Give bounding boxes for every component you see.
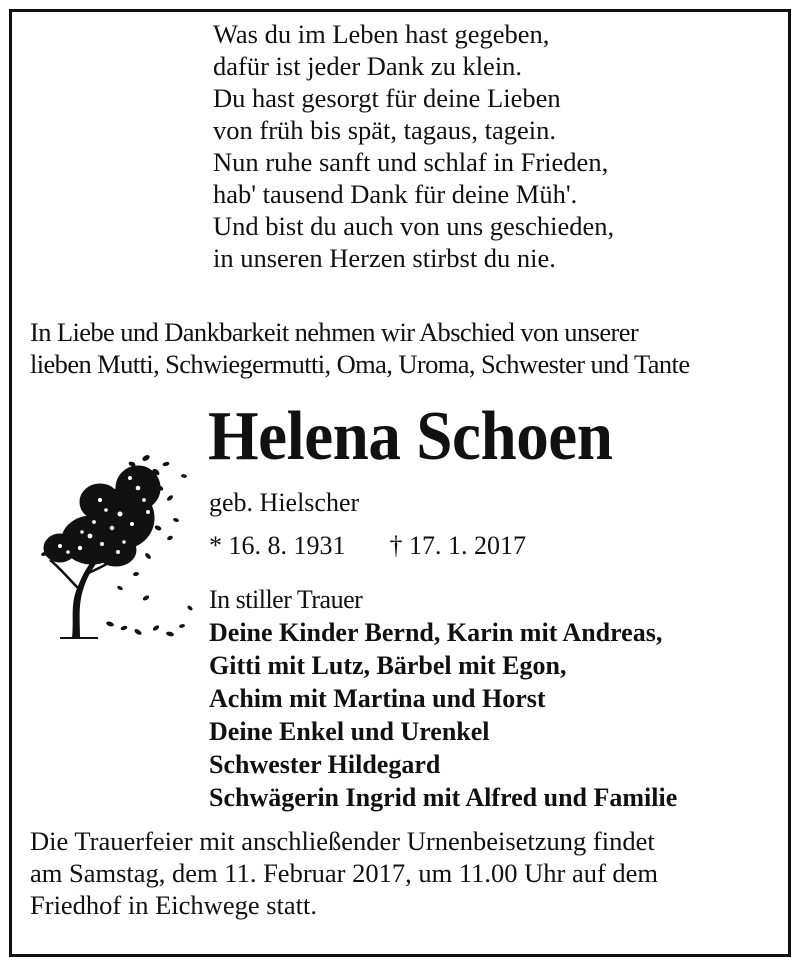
poem-line: Was du im Leben hast gegeben, (213, 19, 550, 49)
mourner-line: Achim mit Martina und Horst (209, 684, 546, 713)
birth-name: geb. Hielscher (209, 488, 360, 517)
mourner-line: Deine Kinder Bernd, Karin mit Andreas, (209, 618, 663, 647)
memorial-poem (213, 18, 713, 274)
poem-line: von früh bis spät, tagaus, tagein. (213, 115, 556, 145)
mourners-lead: In stiller Trauer (209, 585, 363, 614)
intro-line: lieben Mutti, Schwiegermutti, Oma, Uroma, Schwester und Tante (30, 349, 690, 379)
poem-line: Du hast gesorgt für deine Lieben (213, 83, 561, 113)
poem-line: hab' tausend Dank für deine Müh'. (213, 179, 578, 209)
mourners-block (209, 583, 677, 814)
windblown-tree-icon (20, 428, 200, 648)
poem-line: Und bist du auch von uns geschieden, (213, 211, 615, 241)
death-date: † 17. 1. 2017 (389, 531, 526, 560)
ceremony-line: Friedhof in Eichwege statt. (30, 890, 318, 920)
mourner-line: Deine Enkel und Urenkel (209, 717, 490, 746)
life-dates (209, 531, 526, 561)
mourner-line: Schwägerin Ingrid mit Alfred und Familie (209, 783, 678, 812)
poem-line: dafür ist jeder Dank zu klein. (213, 51, 523, 81)
ceremony-line: am Samstag, dem 11. Februar 2017, um 11.00 Uhr auf dem (30, 858, 659, 888)
poem-line: in unseren Herzen stirbst du nie. (213, 243, 556, 273)
intro-line: In Liebe und Dankbarkeit nehmen wir Abschied von unserer (30, 317, 639, 347)
funeral-notice (30, 825, 754, 921)
birth-date: * 16. 8. 1931 (209, 531, 346, 560)
mourner-line: Schwester Hildegard (209, 750, 441, 779)
farewell-intro (30, 316, 750, 380)
mourner-line: Gitti mit Lutz, Bärbel mit Egon, (209, 651, 567, 680)
deceased-name: Helena Schoen (208, 398, 613, 475)
ceremony-line: Die Trauerfeier mit anschließender Urnenbeisetzung findet (30, 826, 655, 856)
poem-line: Nun ruhe sanft und schlaf in Frieden, (213, 147, 609, 177)
